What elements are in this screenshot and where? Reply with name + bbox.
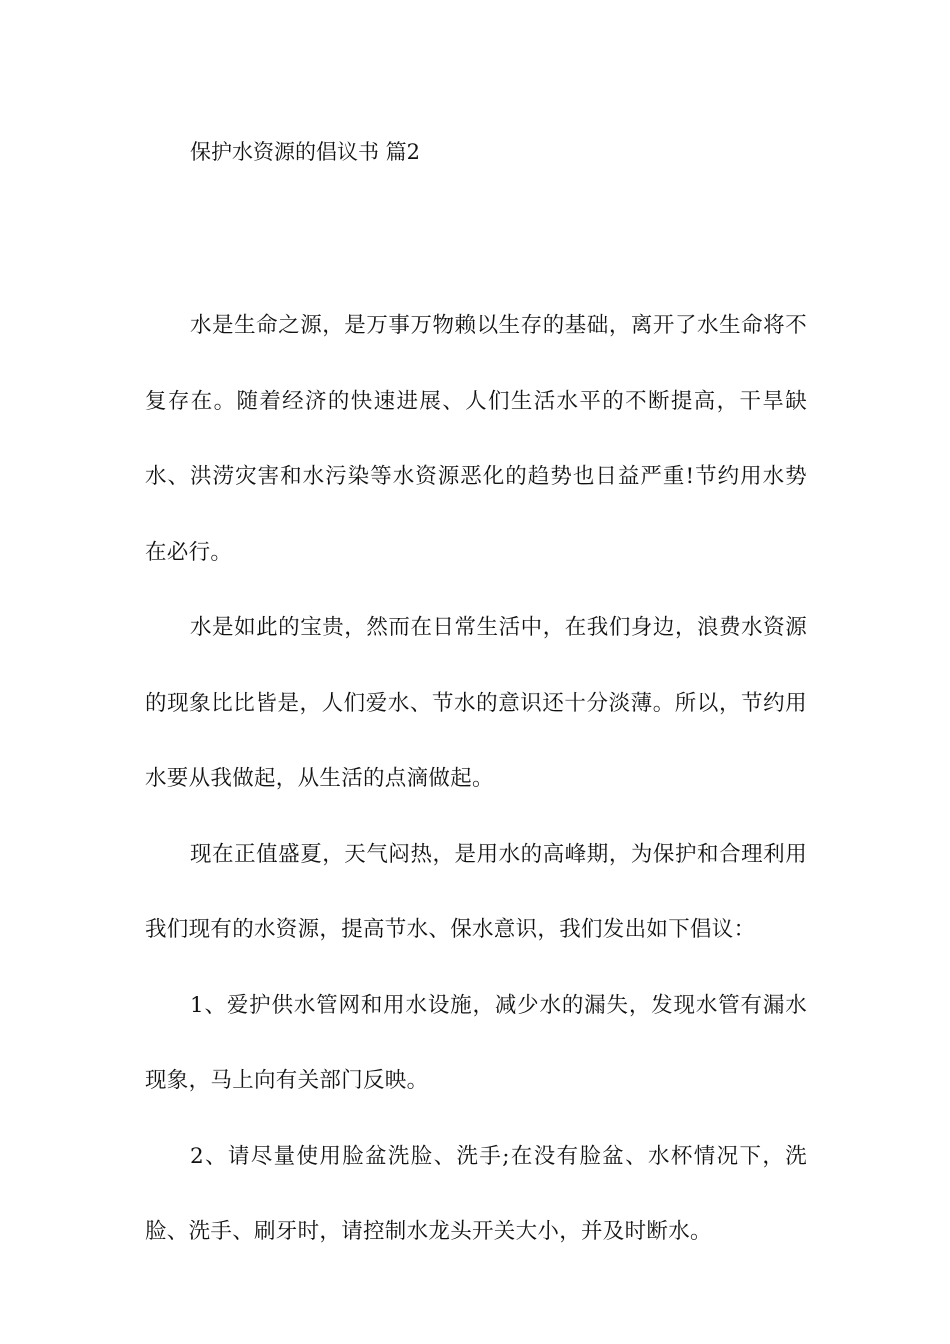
paragraph: 水是生命之源，是万事万物赖以生存的基础，离开了水生命将不复存在。随着经济的快速进展、人们生活水平的不断提高，干旱缺水、洪涝灾害和水污染等水资源恶化的趋势也日益严重!节约用水势在必行。: [145, 313, 807, 565]
paragraph: 水是如此的宝贵，然而在日常生活中，在我们身边，浪费水资源的现象比比皆是，人们爱水、节水的意识还十分淡薄。所以，节约用水要从我做起，从生活的点滴做起。: [145, 615, 807, 791]
paragraph: 2、请尽量使用脸盆洗脸、洗手;在没有脸盆、水杯情况下，洗脸、洗手、刷牙时，请控制水龙头开关大小，并及时断水。: [145, 1143, 807, 1244]
document-title: 保护水资源的倡议书 篇2: [190, 140, 421, 164]
paragraph: 现在正值盛夏，天气闷热，是用水的高峰期，为保护和合理利用我们现有的水资源，提高节水、保水意识，我们发出如下倡议：: [145, 841, 807, 942]
document-body: [145, 288, 807, 1270]
paragraph: 1、爱护供水管网和用水设施，减少水的漏失，发现水管有漏水现象，马上向有关部门反映。: [145, 992, 807, 1093]
